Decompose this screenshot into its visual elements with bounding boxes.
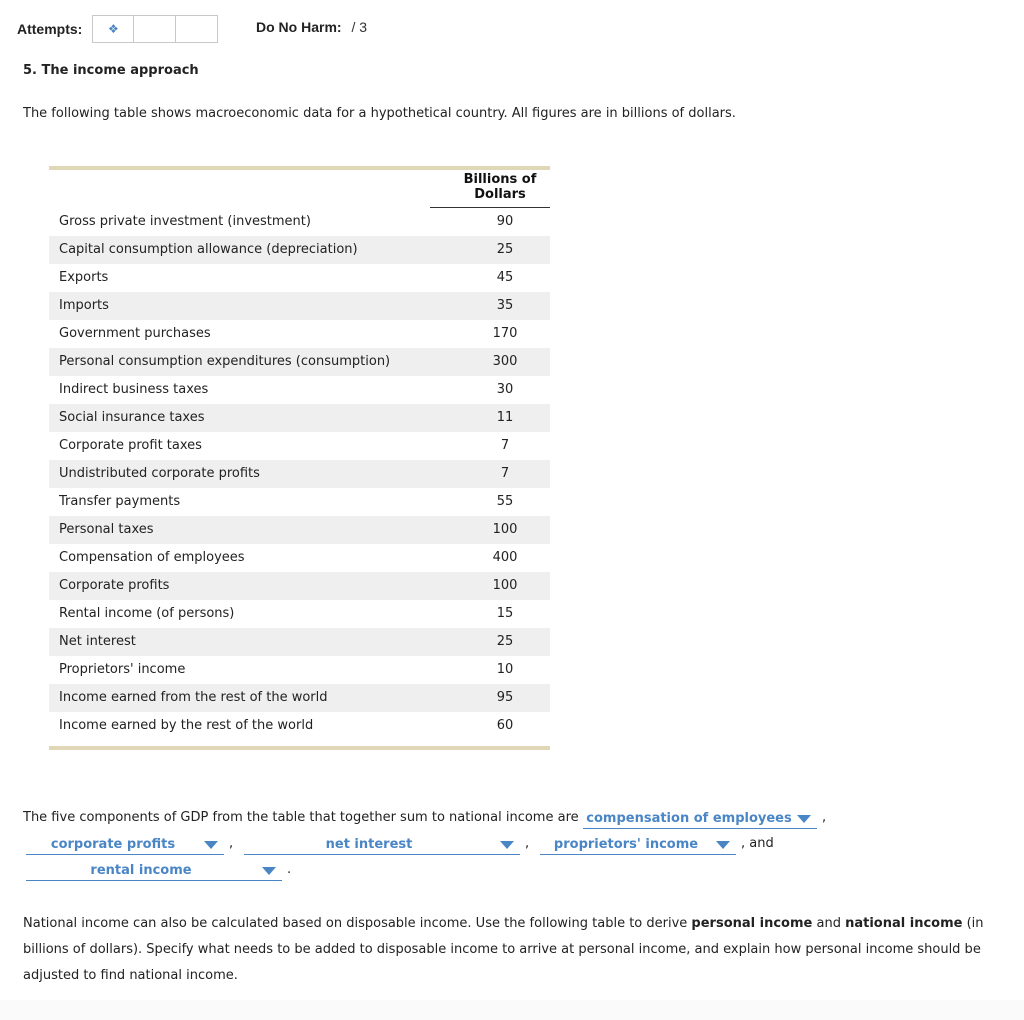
row-value: 300 (430, 348, 550, 376)
row-label: Income earned from the rest of the world (49, 684, 430, 712)
chevron-down-icon (500, 841, 514, 849)
row-value: 11 (430, 404, 550, 432)
row-label: Gross private investment (investment) (59, 214, 311, 229)
attempt-box-1 (92, 15, 134, 43)
dropdown-1-value: compensation of employees (586, 811, 792, 826)
intro-text: The following table shows macroeconomic data for a hypothetical country. All figures are in billions of dollars. (23, 106, 736, 121)
para2-part2: and (812, 916, 846, 931)
diamond-icon: ❖ (107, 22, 119, 36)
row-label: Transfer payments (59, 494, 181, 509)
row-value: 100 (430, 572, 550, 600)
dropdown-2[interactable] (26, 836, 224, 855)
chevron-down-icon (262, 867, 276, 875)
para2-bold-personal-income: personal income (691, 916, 813, 931)
para2-part3: (in billions of dollars). Specify what needs to be added to disposable income to arrive at personal income, and explain how personal income should be adjusted to find national income. (23, 916, 984, 983)
row-value: 45 (496, 270, 514, 285)
column-header: Billions of Dollars (430, 170, 550, 208)
row-label: Imports (49, 292, 430, 320)
table-row (49, 236, 550, 264)
header-blank (49, 170, 430, 208)
row-label: Compensation of employees (59, 550, 245, 565)
table-row (49, 320, 550, 348)
row-value: 25 (430, 236, 550, 264)
period: . (287, 862, 292, 877)
comma-1: , (822, 810, 827, 825)
dropdown-2-value: corporate profits (50, 837, 176, 852)
comma-2: , (229, 836, 234, 851)
dropdown-4[interactable] (540, 836, 736, 855)
attempt-box-3 (176, 15, 218, 43)
table-row (49, 376, 550, 404)
row-label: Undistributed corporate profits (49, 460, 430, 488)
chevron-down-icon (797, 815, 811, 823)
macro-data-table (49, 170, 550, 740)
row-value: 55 (496, 494, 514, 509)
row-label: Exports (59, 270, 109, 285)
attempts-bar (17, 14, 218, 44)
table-row (49, 404, 550, 432)
row-label: Personal taxes (49, 516, 430, 544)
row-value: 400 (492, 550, 518, 565)
table-row (49, 516, 550, 544)
harm-label: Do No Harm: (256, 19, 342, 35)
table-row (49, 460, 550, 488)
table-row (49, 488, 550, 516)
table-body (49, 208, 550, 740)
row-value: 7 (430, 460, 550, 488)
row-label: Income earned by the rest of the world (59, 718, 314, 733)
dropdown-5[interactable] (26, 862, 282, 881)
row-label: Indirect business taxes (59, 382, 209, 397)
table-row (49, 684, 550, 712)
para2-bold-national-income: national income (845, 916, 963, 931)
table-row (49, 572, 550, 600)
harm-score: / 3 (351, 19, 368, 35)
row-label: Corporate profit taxes (59, 438, 202, 453)
data-table-container (49, 166, 550, 750)
chevron-down-icon (204, 841, 218, 849)
row-value: 170 (492, 326, 518, 341)
row-value: 60 (496, 718, 514, 733)
row-value: 35 (430, 292, 550, 320)
row-value: 10 (496, 662, 514, 677)
and-text: , and (741, 836, 774, 851)
dropdown-3-value: net interest (325, 837, 413, 852)
row-value: 90 (496, 214, 514, 230)
table-row (49, 544, 550, 572)
question-lead: The five components of GDP from the table that together sum to national income are (23, 810, 579, 825)
table-row (49, 432, 550, 460)
row-label: Corporate profits (49, 572, 430, 600)
section-title: 5. The income approach (23, 63, 199, 78)
dropdown-4-value: proprietors' income (553, 837, 699, 852)
chevron-down-icon (716, 841, 730, 849)
table-row (49, 628, 550, 656)
attempt-boxes (92, 15, 218, 43)
attempts-label: Attempts: (17, 21, 83, 37)
row-value: 100 (430, 516, 550, 544)
row-value: 15 (496, 606, 514, 621)
para2-part1: National income can also be calculated based on disposable income. Use the following table to derive (23, 916, 692, 931)
table-header-row (49, 170, 550, 208)
do-no-harm (256, 19, 367, 35)
table-row (49, 264, 550, 292)
table-bottom-rule (49, 746, 550, 750)
row-label: Capital consumption allowance (depreciation) (49, 236, 430, 264)
table-row (49, 600, 550, 628)
row-label: Proprietors' income (59, 662, 186, 677)
table-row (49, 292, 550, 320)
row-value: 30 (496, 382, 514, 397)
row-value: 7 (500, 438, 510, 453)
row-label: Social insurance taxes (49, 404, 430, 432)
row-label: Government purchases (59, 326, 211, 341)
table-row (49, 712, 550, 740)
row-label: Net interest (49, 628, 430, 656)
row-label: Personal consumption expenditures (consumption) (49, 348, 430, 376)
dropdown-3[interactable] (244, 836, 520, 855)
row-value: 25 (430, 628, 550, 656)
dropdown-5-value: rental income (90, 863, 192, 878)
footer-band (0, 1000, 1024, 1020)
table-row (49, 656, 550, 684)
table-row (49, 208, 550, 236)
disposable-income-paragraph (23, 911, 993, 989)
row-value: 95 (430, 684, 550, 712)
row-label: Rental income (of persons) (59, 606, 235, 621)
table-row (49, 348, 550, 376)
dropdown-1[interactable] (583, 810, 817, 829)
comma-3: , (525, 836, 530, 851)
attempt-box-2 (134, 15, 176, 43)
